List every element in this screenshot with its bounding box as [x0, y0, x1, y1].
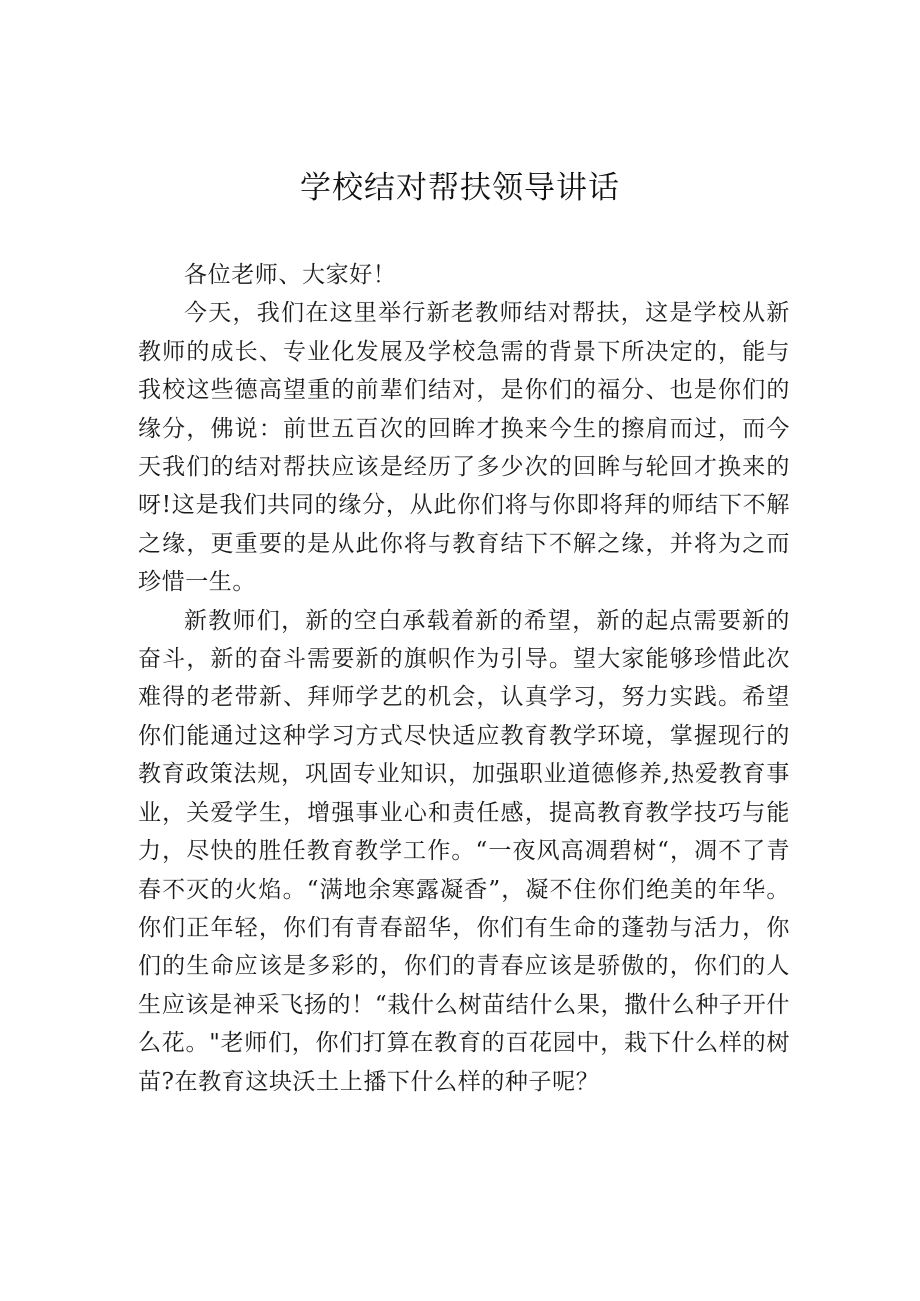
document-title: 学校结对帮扶领导讲话 — [300, 170, 620, 206]
greeting-paragraph: 各位老师、大家好！ — [184, 262, 397, 288]
document-body — [138, 256, 790, 1101]
body-paragraph: 今天，我们在这里举行新老教师结对帮扶，这是学校从新教师的成长、专业化发展及学校急需的背景下所决定的，能与我校这些德高望重的前辈们结对，是你们的福分、也是你们的缘分，佛说：前世五百次的回眸才换来今生的擦肩而过，而今天我们的结对帮扶应该是经历了多少次的回眸与轮回才换来的呀!这是我们共同的缘分，从此你们将与你即将拜的师结下不解之缘，更重要的是从此你将与教育结下不解之缘，并将为之而珍惜一生。 — [138, 300, 790, 596]
body-paragraph: 新教师们，新的空白承载着新的希望，新的起点需要新的奋斗，新的奋斗需要新的旗帜作为引导。望大家能够珍惜此次难得的老带新、拜师学艺的机会，认真学习，努力实践。希望你们能通过这种学习方式尽快适应教育教学环境，掌握现行的教育政策法规，巩固专业知识，加强职业道德修养,热爱教育事业，关爱学生，增强事业心和责任感，提高教育教学技巧与能力，尽快的胜任教育教学工作。“一夜风高凋碧树“，凋不了青春不灭的火焰。“满地余寒露凝香”，凝不住你们绝美的年华。你们正年轻，你们有青春韶华，你们有生命的蓬勃与活力，你们的生命应该是多彩的，你们的青春应该是骄傲的，你们的人生应该是神采飞扬的！“栽什么树苗结什么果，撒什么种子开什么花。"老师们，你们打算在教育的百花园中，栽下什么样的树苗?在教育这块沃土上播下什么样的种子呢？ — [138, 607, 790, 1095]
